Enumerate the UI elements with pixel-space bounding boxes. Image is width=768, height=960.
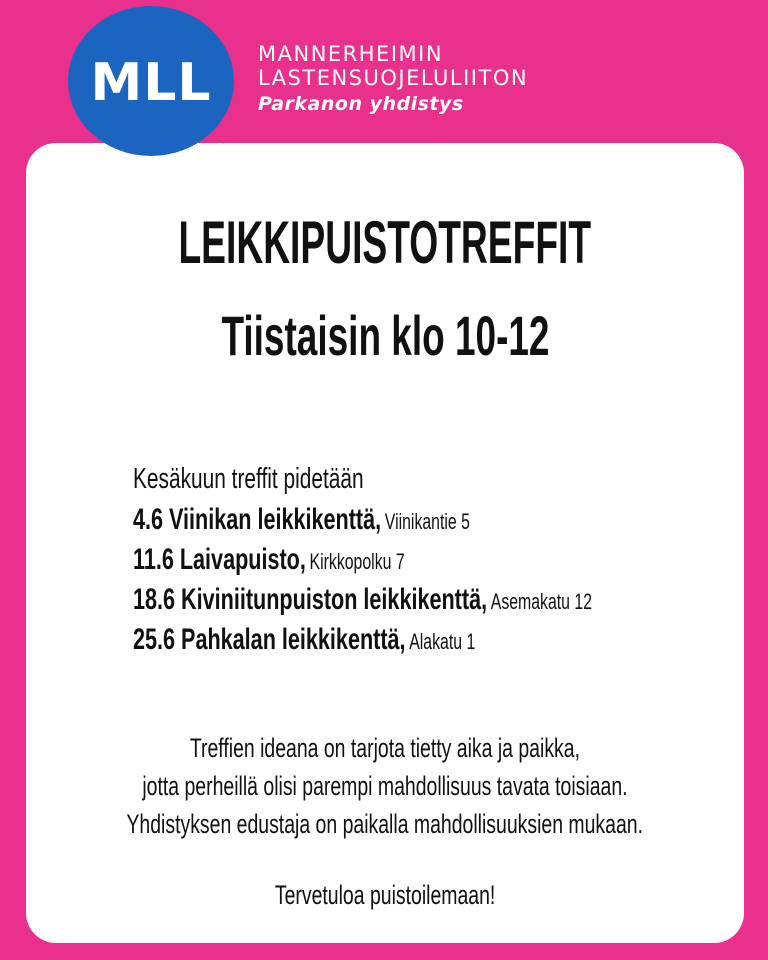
logo-text: MLL bbox=[90, 53, 212, 113]
schedule-list bbox=[133, 463, 768, 663]
list-item bbox=[133, 503, 768, 543]
poster-subtitle bbox=[26, 304, 744, 367]
description-text: Treffien ideana on tarjota tietty aika ja paikka, bbox=[189, 733, 581, 763]
welcome-text: Tervetuloa puistoilemaan! bbox=[274, 880, 496, 910]
poster-card bbox=[26, 143, 744, 943]
poster-title-text: LEIKKIPUISTOTREFFIT bbox=[178, 209, 592, 276]
schedule-intro bbox=[133, 463, 768, 503]
event-address: Asemakatu 12 bbox=[490, 589, 593, 614]
event-address: Kirkkopolku 7 bbox=[309, 549, 405, 574]
event-place: 25.6 Pahkalan leikkikenttä, bbox=[133, 623, 406, 656]
event-line bbox=[133, 623, 475, 657]
description bbox=[26, 733, 744, 847]
event-line bbox=[133, 583, 592, 617]
description-line bbox=[26, 809, 744, 847]
poster-subtitle-text: Tiistaisin klo 10-12 bbox=[220, 304, 549, 367]
description-line bbox=[26, 733, 744, 771]
description-text: Yhdistyksen edustaja on paikalla mahdollisuuksien mukaan. bbox=[126, 809, 644, 839]
welcome-message bbox=[26, 880, 744, 911]
list-item bbox=[133, 583, 768, 623]
schedule-intro-text: Kesäkuun treffit pidetään bbox=[133, 463, 364, 495]
event-address: Viinikantie 5 bbox=[384, 509, 470, 534]
description-text: jotta perheillä olisi parempi mahdollisuus tavata toisiaan. bbox=[142, 771, 628, 801]
org-branch: Parkanon yhdistys bbox=[258, 93, 464, 115]
list-item bbox=[133, 543, 768, 583]
list-item bbox=[133, 623, 768, 663]
event-line bbox=[133, 503, 470, 537]
event-place: 4.6 Viinikan leikkikenttä, bbox=[133, 503, 382, 536]
mll-logo bbox=[68, 6, 234, 156]
event-place: 11.6 Laivapuisto, bbox=[133, 543, 306, 576]
organization-name bbox=[258, 42, 528, 118]
event-place: 18.6 Kiviniitunpuiston leikkikenttä, bbox=[133, 583, 488, 616]
poster-title bbox=[26, 209, 744, 276]
event-line bbox=[133, 543, 405, 577]
org-line-1: MANNERHEIMIN bbox=[258, 42, 444, 66]
org-line-2: LASTENSUOJELULIITON bbox=[258, 66, 529, 90]
description-line bbox=[26, 771, 744, 809]
event-address: Alakatu 1 bbox=[409, 629, 476, 654]
